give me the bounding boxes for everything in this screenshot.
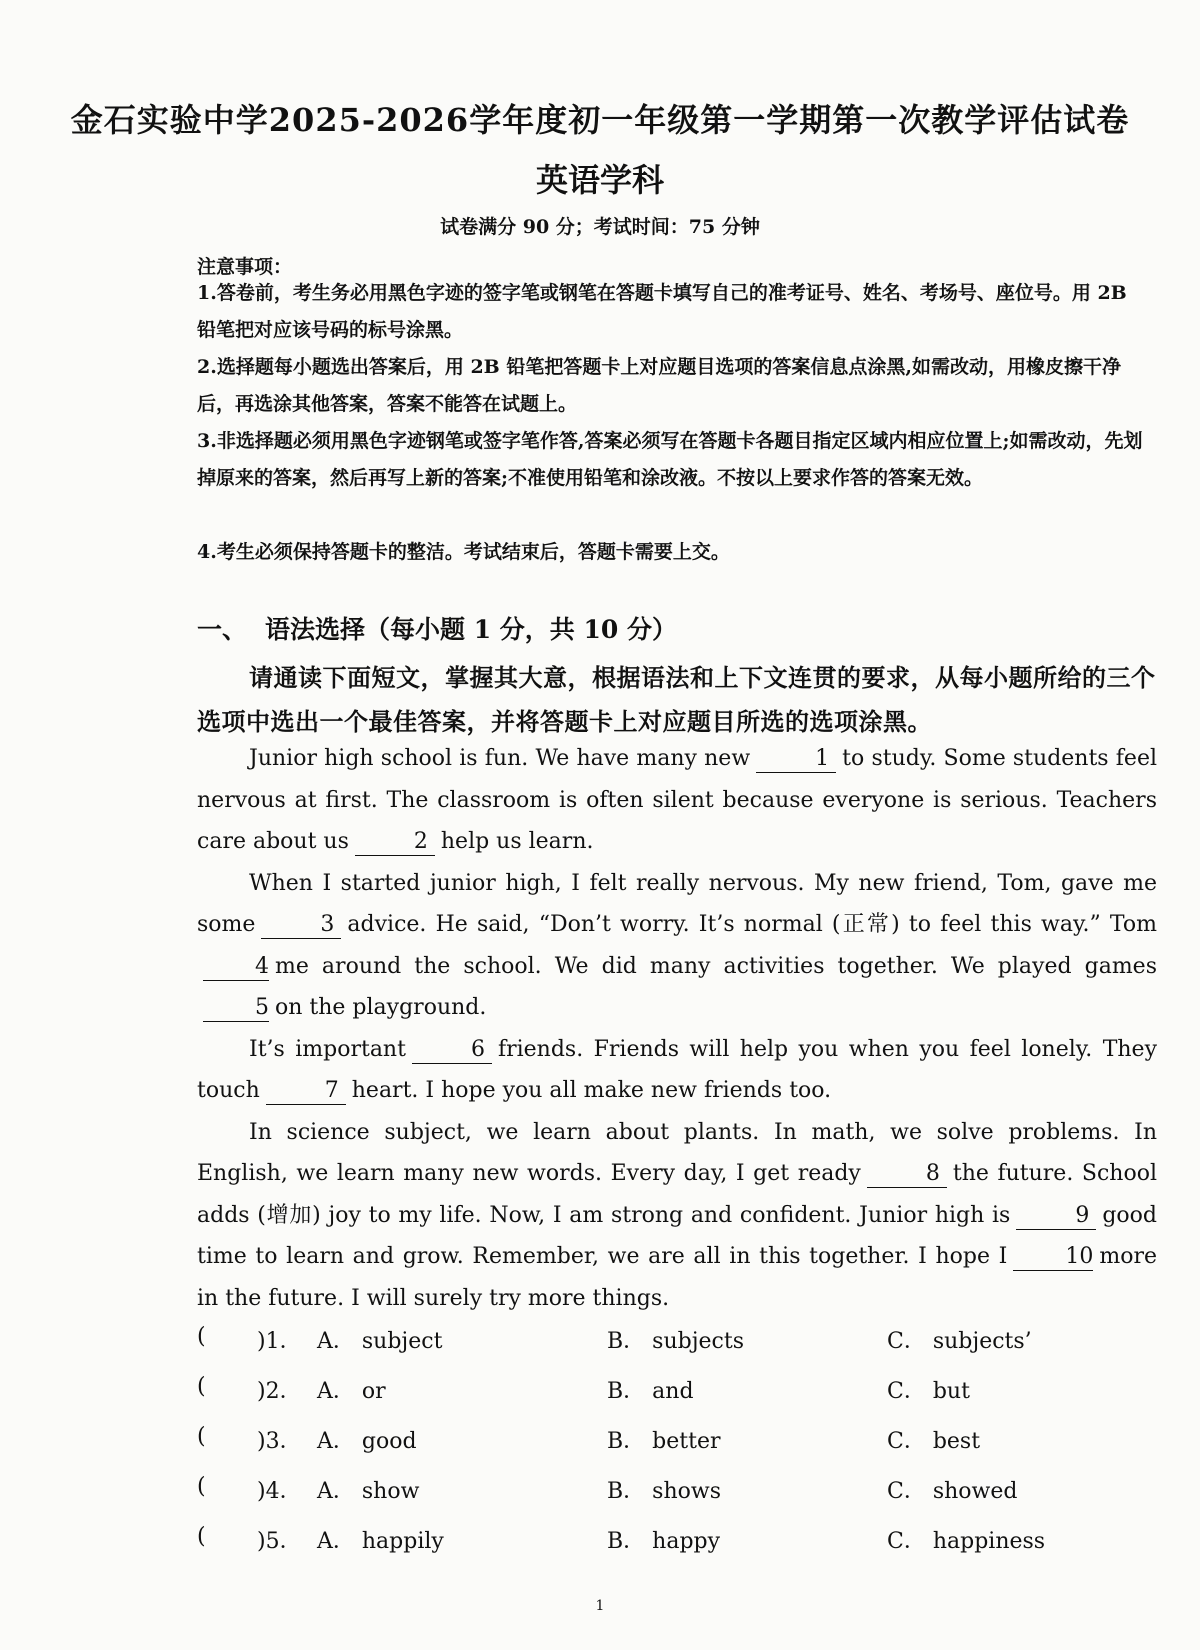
section-number: 一、 (197, 615, 248, 644)
blank-3: 3 (261, 912, 341, 939)
answer-paren: ( (197, 1424, 206, 1449)
answer-paren: ( (197, 1324, 206, 1349)
blank-4: 4 (203, 954, 269, 981)
blank-1: 1 (756, 746, 836, 773)
option-b: B． and (607, 1379, 694, 1404)
passage-text: When I started junior high, I felt really nervous. My new friend, Tom, gave me some (197, 870, 1157, 937)
blank-9: 9 (1016, 1203, 1096, 1230)
question-options (197, 1324, 1157, 1574)
passage-paragraph-3 (197, 1029, 1157, 1112)
option-b: B． happy (607, 1529, 721, 1554)
passage-paragraph-2 (197, 863, 1157, 1029)
passage-text: help us learn. (440, 829, 594, 854)
passage-text: me around the school. We did many activities together. We played games (275, 953, 1157, 979)
blank-6: 6 (412, 1037, 492, 1064)
passage-text: Junior high school is fun. We have many new (249, 746, 751, 771)
passage-text: to study. Some students feel nervous at first. The classroom is often silent because everyone is serious. Teachers care about us (197, 746, 1157, 854)
option-a: A． subject (317, 1329, 443, 1354)
passage-text: In science subject, we learn about plants. In math, we solve problems. In English, we learn many new words. Every day, I get ready (197, 1119, 1157, 1186)
notice-item-4: 4.考生必须保持答题卡的整洁。考试结束后，答题卡需要上交。 (197, 541, 730, 563)
question-row (197, 1374, 1157, 1424)
passage-text: on the playground. (275, 995, 487, 1020)
section-title: 语法选择（每小题 1 分，共 10 分） (265, 615, 678, 644)
reading-passage (197, 738, 1157, 1319)
option-c: C． showed (887, 1479, 1018, 1504)
passage-text: good time to learn and grow. Remember, we are all in this together. I hope I (197, 1202, 1157, 1269)
blank-5: 5 (203, 995, 269, 1022)
passage-text: more in the future. I will surely try more things. (197, 1244, 1157, 1311)
section-instruction: 请通读下面短文，掌握其大意，根据语法和上下文连贯的要求，从每小题所给的三个选项中选出一个最佳答案，并将答题卡上对应题目所选的选项涂黑。 (197, 663, 1156, 736)
passage-paragraph-1 (197, 738, 1157, 863)
option-c: C． subjects’ (887, 1329, 1032, 1354)
answer-paren: ( (197, 1524, 206, 1549)
option-a: A． good (317, 1429, 417, 1454)
option-b: B． better (607, 1429, 721, 1454)
question-row (197, 1474, 1157, 1524)
option-c: C． best (887, 1429, 981, 1454)
option-a: A． happily (317, 1529, 444, 1554)
question-row (197, 1524, 1157, 1574)
blank-8: 8 (867, 1161, 947, 1188)
section-heading (197, 610, 677, 646)
option-b: B． shows (607, 1479, 721, 1504)
exam-title: 金石实验中学2025-2026学年度初一年级第一学期第一次教学评估试卷 (70, 101, 1130, 139)
page-number: 1 (595, 1598, 605, 1614)
answer-paren: ( (197, 1474, 206, 1499)
question-number: )1． (257, 1329, 302, 1354)
passage-text: the future. School adds (增加) joy to my life. Now, I am strong and confident. Junior high is (197, 1161, 1157, 1228)
option-a: A． show (317, 1479, 420, 1504)
question-row (197, 1324, 1157, 1374)
option-c: C． but (887, 1379, 970, 1404)
passage-text: It’s important (249, 1036, 406, 1062)
option-a: A． or (317, 1379, 386, 1404)
blank-2: 2 (355, 829, 435, 856)
question-row (197, 1424, 1157, 1474)
passage-paragraph-4 (197, 1112, 1157, 1320)
subject-title: 英语学科 (535, 161, 664, 199)
exam-meta: 试卷满分 90 分；考试时间：75 分钟 (440, 216, 760, 238)
question-number: )4． (257, 1479, 302, 1504)
option-b: B． subjects (607, 1329, 744, 1354)
question-number: )2． (257, 1379, 302, 1404)
notice-item-2: 2.选择题每小题选出答案后，用 2B 铅笔把答题卡上对应题目选项的答案信息点涂黑,如需改动，用橡皮擦干净后，再选涂其他答案，答案不能答在试题上。 (197, 356, 1121, 415)
question-number: )5． (257, 1529, 302, 1554)
blank-7: 7 (266, 1078, 346, 1105)
answer-paren: ( (197, 1374, 206, 1399)
blank-10: 10 (1013, 1244, 1093, 1271)
option-c: C． happiness (887, 1529, 1046, 1554)
passage-text: friends. Friends will help you when you feel lonely. They touch (197, 1036, 1157, 1103)
notice-heading: 注意事项： (197, 256, 293, 278)
notice-item-1: 1.答卷前，考生务必用黑色字迹的签字笔或钢笔在答题卡填写自己的准考证号、姓名、考场号、座位号。用 2B 铅笔把对应该号码的标号涂黑。 (197, 282, 1127, 341)
passage-text: advice. He said, “Don’t worry. It’s normal (正常) to feel this way.” Tom (347, 912, 1157, 937)
notice-item-3: 3.非选择题必须用黑色字迹钢笔或签字笔作答,答案必须写在答题卡各题目指定区域内相应位置上;如需改动，先划掉原来的答案，然后再写上新的答案;不准使用铅笔和涂改液。不按以上要求作答的答案无效。 (197, 430, 1143, 489)
question-number: )3． (257, 1429, 302, 1454)
passage-text: heart. I hope you all make new friends too. (351, 1078, 832, 1103)
